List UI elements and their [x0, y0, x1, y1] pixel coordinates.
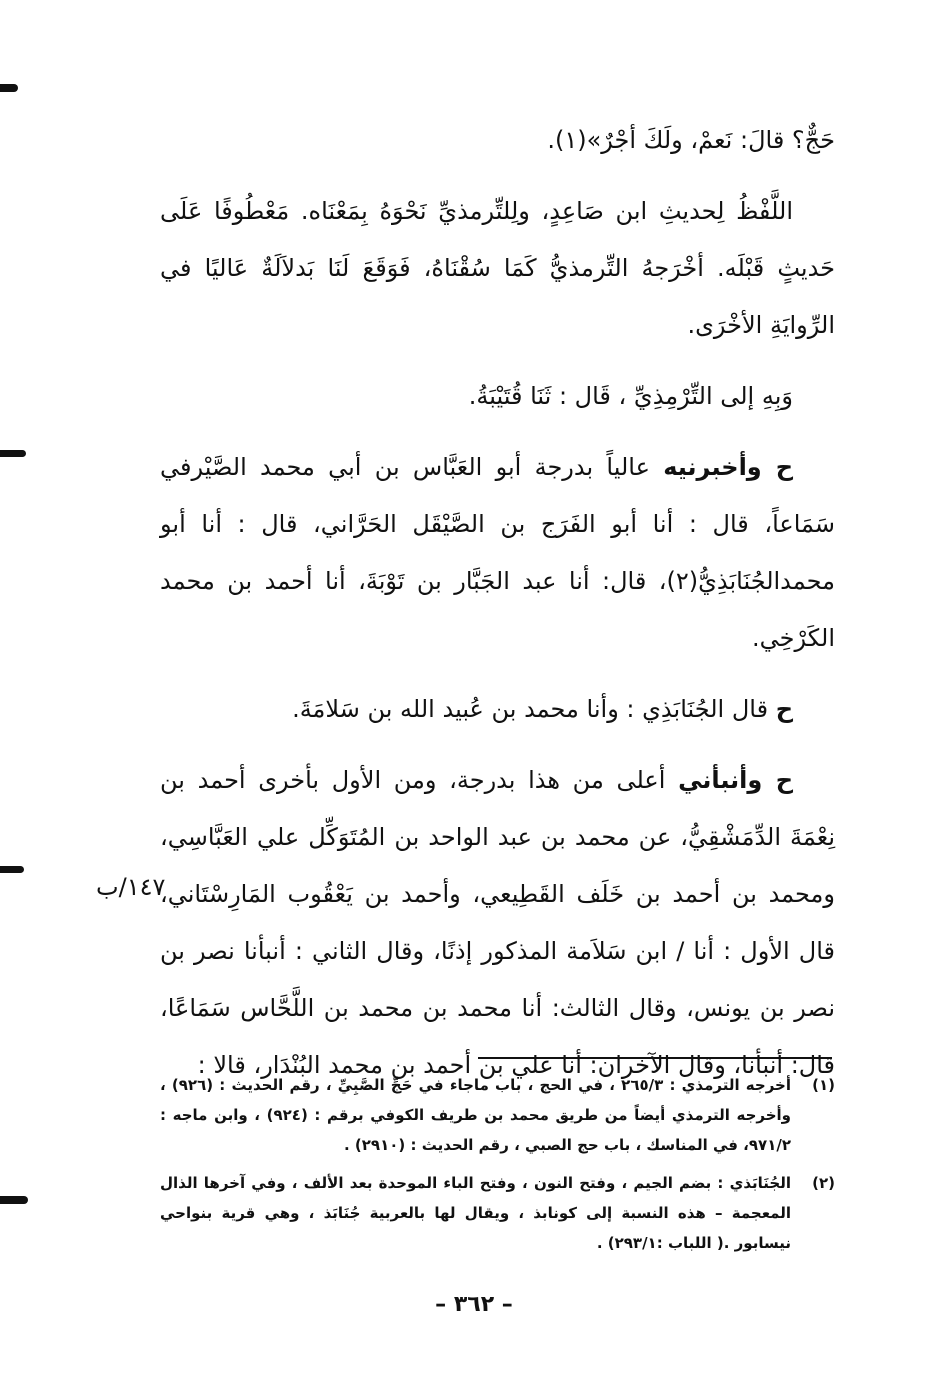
- paragraph-text: قال الجُنَابَذِي : وأنا محمد بن عُبيد الله بن سَلامَةَ.: [292, 695, 776, 723]
- paragraph-4: [160, 439, 835, 667]
- scan-edge-mark: [0, 84, 18, 92]
- paragraph-text: حَجٌّ؟ قالَ: نَعمْ، ولَكَ أجْرٌ»(١).: [547, 126, 835, 154]
- footnote-separator: [478, 1057, 832, 1059]
- paragraph-5: [160, 681, 835, 738]
- paragraph-lead: ح وأنبأني: [678, 766, 793, 794]
- paragraph-lead: ح: [775, 695, 793, 723]
- paragraph-6: [160, 752, 835, 1094]
- paragraph-text: وَبِهِ إلى التِّرْمِذِيِّ ، قَال : ثَنَا قُتَيْبَةُ.: [468, 382, 793, 410]
- page-number: – ٣٦٢ –: [435, 1292, 513, 1317]
- paragraph-lead: ح وأخبرنيه: [663, 453, 794, 481]
- footnote-text: أخرجه الترمذي : ٢٦٥/٣ ، في الحج ، باب ماجاء في حَجِّ الصَّبِيِّ ، رقم الحديث : (٩٢٦) ، وأخرجه الترمذي أيضاً من طريق محمد بن طريف الكوفي برقم : (٩٢٤) ، وابن ماجه : ٩٧١/٢، في المناسك ، باب حج الصبي ، رقم الحديث : (٢٩١٠) .: [160, 1076, 791, 1154]
- paragraph-3: [160, 368, 835, 425]
- footnote-1: [160, 1070, 835, 1160]
- main-text: [160, 112, 835, 1108]
- manuscript-folio-note: ١٤٧/ب: [96, 873, 166, 901]
- footnotes: [160, 1070, 835, 1266]
- paragraph-text: اللَّفْظُ لِحديثِ ابن صَاعِدٍ، ولِلتِّرمذيِّ نَحْوَهُ بِمَعْنَاه. مَعْطُوفًا عَلَى حَديثٍ قَبْلَه. أخْرَجهُ التِّرمذيُّ كَمَا سُقْنَاهُ، فَوَقَعَ لَنَا بَدلاَلَةٌ عَاليًا في الرِّوايَةِ الأخْرَى.: [160, 197, 835, 339]
- scan-edge-mark: [0, 450, 26, 457]
- paragraph-1: [160, 112, 835, 169]
- paragraph-text: أعلى من هذا بدرجة، ومن الأول بأخرى أحمد بن نِعْمَةَ الدِّمَشْقِيُّ، عن محمد بن عبد الواحد بن المُتَوَكِّل علي العَبَّاسِي، ومحمد بن أحمد بن خَلَف القَطِيعي، وأحمد بن يَعْقُوب المَارِسْتَاني، قال الأول : أنا / ابن سَلاَمة المذكور إذنًا، وقال الثاني : أنبأنا نصر بن نصر بن يونس، وقال الثالث: أنا محمد بن محمد بن اللَّحَّاس سَمَاعًا، قال: أنبأنا، وقال الآخران: أنا علي بن أحمد بن محمد البُنْدَار، قالا :: [160, 766, 835, 1079]
- footnote-2: [160, 1168, 835, 1258]
- paragraph-text: عالياً بدرجة أبو العَبَّاس بن أبي محمد الصَّيْرفي سَمَاعاً، قال : أنا أبو الفَرَج بن الصَّيْقَل الحَرَّاني، قال : أنا أبو محمدالجُنَابَذِيُّ(٢)، قال: أنا عبد الجَبَّار بن تَوْبَةَ، أنا أحمد بن محمد الكَرْخِي.: [160, 453, 835, 652]
- footnote-number: (٢): [812, 1174, 835, 1192]
- scan-edge-mark: [0, 1196, 28, 1204]
- footnote-text: الجُنَابَذي : بضم الجيم ، وفتح النون ، وفتح الباء الموحدة بعد الألف ، وفي آخرها الذال المعجمة – هذه النسبة إلى كونابذ ، ويقال لها بالعربية جُنَابَذ ، وهي قرية بنواحي نيسابور .( اللباب :٢٩٣/١) .: [160, 1174, 791, 1252]
- footnote-number: (١): [812, 1076, 835, 1094]
- scan-edge-mark: [0, 866, 24, 873]
- paragraph-2: [160, 183, 835, 354]
